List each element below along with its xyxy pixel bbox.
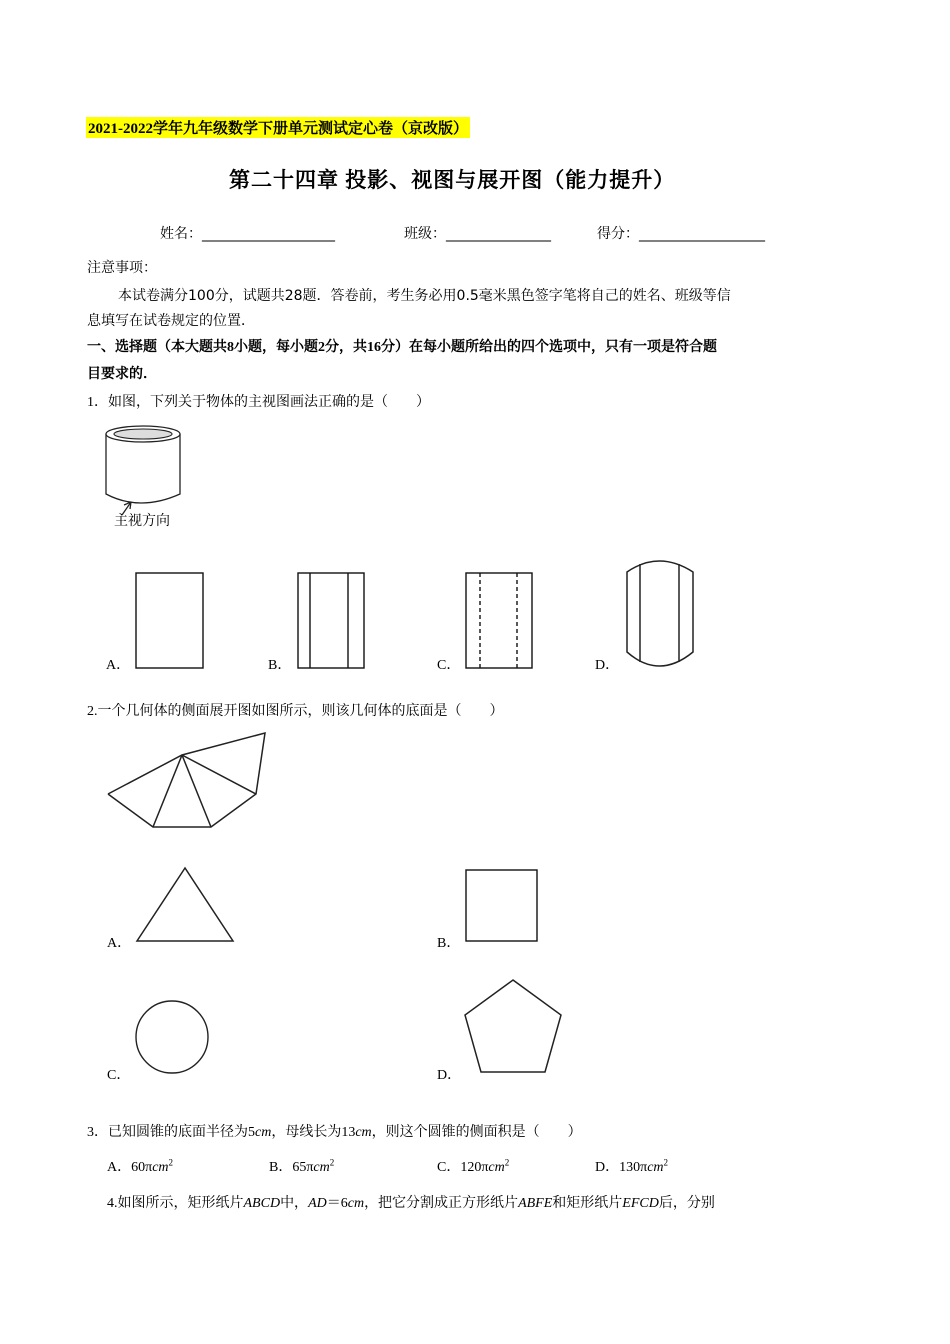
- q1-option-a-label[interactable]: A．: [106, 658, 131, 673]
- q1-option-c-label[interactable]: C．: [437, 658, 461, 673]
- q3-option-d[interactable]: D．130πcm$^2$: [595, 1157, 669, 1175]
- class-label: 班级：: [404, 226, 446, 242]
- class-blank[interactable]: _______________: [446, 226, 551, 242]
- name-label: 姓名：: [160, 226, 202, 242]
- name-field[interactable]: [160, 223, 335, 243]
- q2-option-c-circle: [135, 1000, 209, 1074]
- q2-option-a-triangle: [136, 867, 236, 943]
- q2-option-d-pentagon: [464, 979, 564, 1075]
- class-field[interactable]: [404, 223, 551, 243]
- q2-option-c-label[interactable]: C．: [107, 1068, 131, 1083]
- q1-option-c-figure: [465, 572, 535, 670]
- q3-option-a[interactable]: A．60πcm$^2$: [107, 1157, 174, 1175]
- q3-option-c[interactable]: C．120πcm$^2$: [437, 1157, 510, 1175]
- question-4-text: 4.如图所示，矩形纸片ABCD中，AD＝6cm，把它分割成正方形纸片ABFE和矩形纸片EFCD后，分别: [107, 1196, 715, 1211]
- section-heading-line-2: 目要求的．: [87, 367, 157, 382]
- question-3-text: 3．已知圆锥的底面半径为5cm，母线长为13cm，则这个圆锥的侧面积是（ ）: [87, 1125, 582, 1140]
- notice-line-2: 息填写在试卷规定的位置．: [87, 313, 255, 329]
- q2-option-b-square: [465, 869, 539, 943]
- q1-option-a-figure: [135, 572, 205, 670]
- notice-heading: 注意事项：: [87, 260, 157, 276]
- q1-option-b-label[interactable]: B．: [268, 658, 292, 673]
- score-label: 得分：: [597, 226, 639, 242]
- section-heading-line-1: 一、选择题（本大题共8小题，每小题2分，共16分）在每小题所给出的四个选项中，只有一项是符合题: [87, 340, 717, 355]
- lateral-net-figure: [100, 725, 280, 835]
- score-blank[interactable]: __________________: [639, 226, 765, 242]
- q3-option-b[interactable]: B．65πcm$^2$: [269, 1157, 335, 1175]
- q2-option-a-label[interactable]: A．: [107, 936, 132, 951]
- name-blank[interactable]: ___________________: [202, 226, 335, 242]
- notice-line-1: 本试卷满分100分，试题共28题．答卷前，考生务必用0.5毫米黑色签字笔将自己的姓名、班级等信: [118, 288, 731, 304]
- question-1-text: 1．如图，下列关于物体的主视图画法正确的是（ ）: [87, 395, 430, 410]
- exam-banner: 2021-2022学年九年级数学下册单元测试定心卷（京改版）: [86, 117, 470, 138]
- q1-option-d-figure: [624, 558, 698, 678]
- q1-option-b-figure: [297, 572, 367, 670]
- q1-option-d-label[interactable]: D．: [595, 658, 620, 673]
- score-field[interactable]: [597, 223, 765, 243]
- q2-option-d-label[interactable]: D．: [437, 1068, 462, 1083]
- q2-option-b-label[interactable]: B．: [437, 936, 461, 951]
- question-2-text: 2.一个几何体的侧面展开图如图所示，则该几何体的底面是（ ）: [87, 704, 504, 719]
- page-title: 第二十四章 投影、视图与展开图（能力提升）: [229, 168, 676, 192]
- view-direction-caption: 主视方向: [114, 513, 170, 529]
